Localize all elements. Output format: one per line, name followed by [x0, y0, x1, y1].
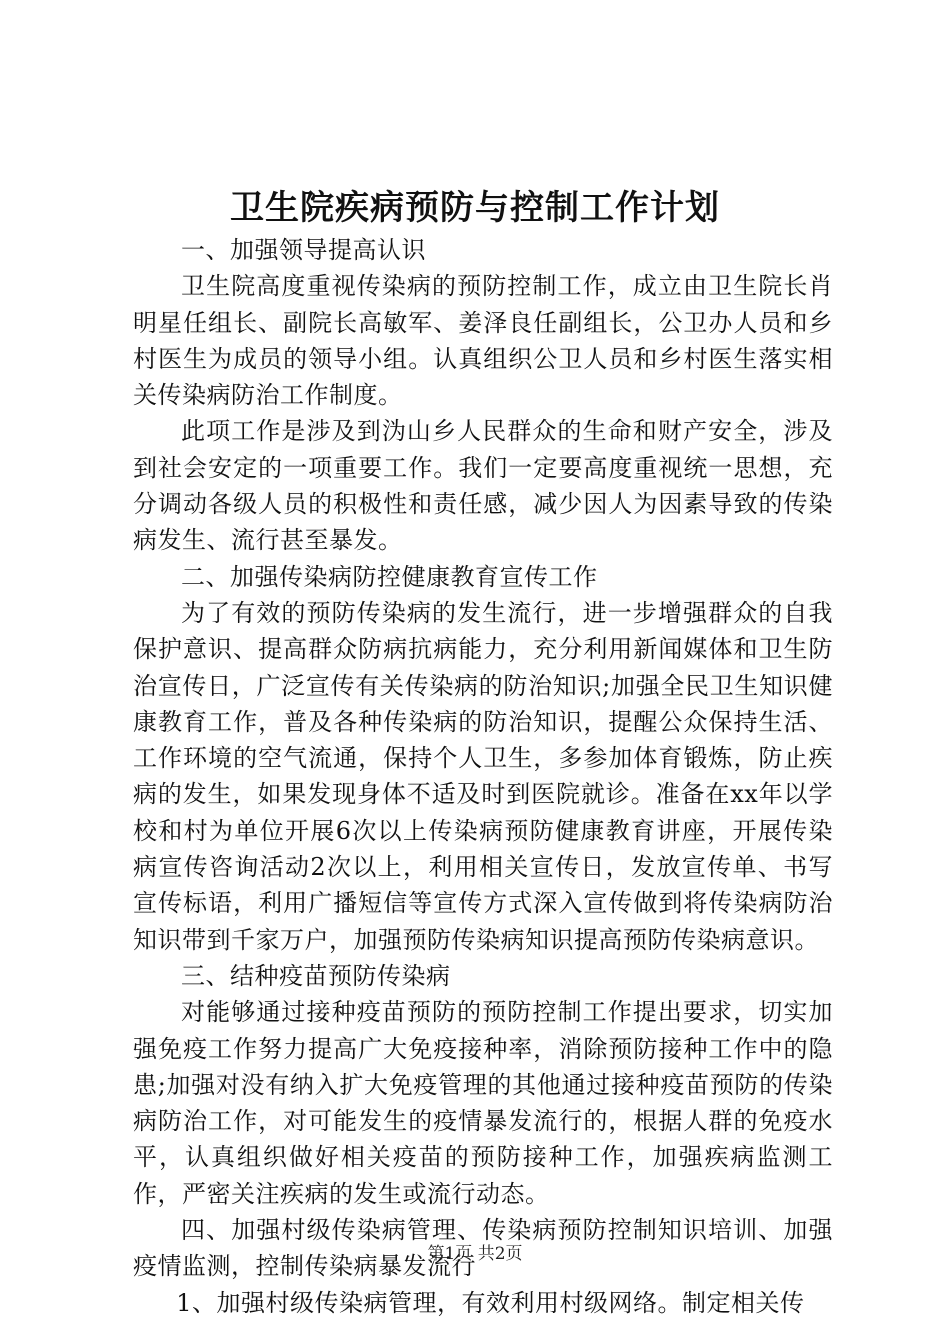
document-title: 卫生院疾病预防与控制工作计划	[230, 188, 720, 228]
paragraph: 对能够通过接种疫苗预防的预防控制工作提出要求，切实加强免疫工作努力提高广大免疫接种率，消除预防接种工作中的隐患;加强对没有纳入扩大免疫管理的其他通过接种疫苗预防的传染病防治工作，对可能发生的疫情暴发流行的，根据人群的免疫水平，认真组织做好相关疫苗的预防接种工作，加强疾病监测工作，严密关注疾病的发生或流行动态。	[133, 998, 833, 1208]
section-heading-1: 一、加强领导提高认识	[181, 236, 426, 264]
paragraph: 卫生院高度重视传染病的预防控制工作，成立由卫生院长肖明星任组长、副院长高敏军、姜泽良任副组长，公卫办人员和乡村医生为成员的领导小组。认真组织公卫人员和乡村医生落实相关传染病防治工作制度。	[133, 272, 833, 410]
section-heading-2: 二、加强传染病防控健康教育宣传工作	[181, 562, 598, 591]
page-footer: 第1页 共2页	[427, 1244, 523, 1264]
document-body	[133, 232, 833, 1321]
paragraph: 为了有效的预防传染病的发生流行，进一步增强群众的自我保护意识、提高群众防病抗病能力，充分利用新闻媒体和卫生防治宣传日，广泛宣传有关传染病的防治知识;加强全民卫生知识健康教育工作，普及各种传染病的防治知识，提醒公众保持生活、工作环境的空气流通，保持个人卫生，多参加体育锻炼，防止疾病的发生，如果发现身体不适及时到医院就诊。准备在xx年以学校和村为单位开展6次以上传染病预防健康教育讲座，开展传染病宣传咨询活动2次以上，利用相关宣传日，发放宣传单、书写宣传标语，利用广播短信等宣传方式深入宣传做到将传染病防治知识带到千家万户，加强预防传染病知识提高预防传染病意识。	[133, 598, 833, 954]
list-item: 1、加强村级传染病管理，有效利用村级网络。制定相关传	[176, 1288, 805, 1317]
paragraph: 此项工作是涉及到沩山乡人民群众的生命和财产安全，涉及到社会安定的一项重要工作。我们一定要高度重视统一思想，充分调动各级人员的积极性和责任感，减少因人为因素导致的传染病发生、流行甚至暴发。	[133, 417, 833, 555]
section-heading-3: 三、结种疫苗预防传染病	[181, 961, 451, 990]
section-heading-4: 四、加强村级传染病管理、传染病预防控制知识培训、加强疫情监测，控制传染病暴发流行	[133, 1216, 833, 1281]
